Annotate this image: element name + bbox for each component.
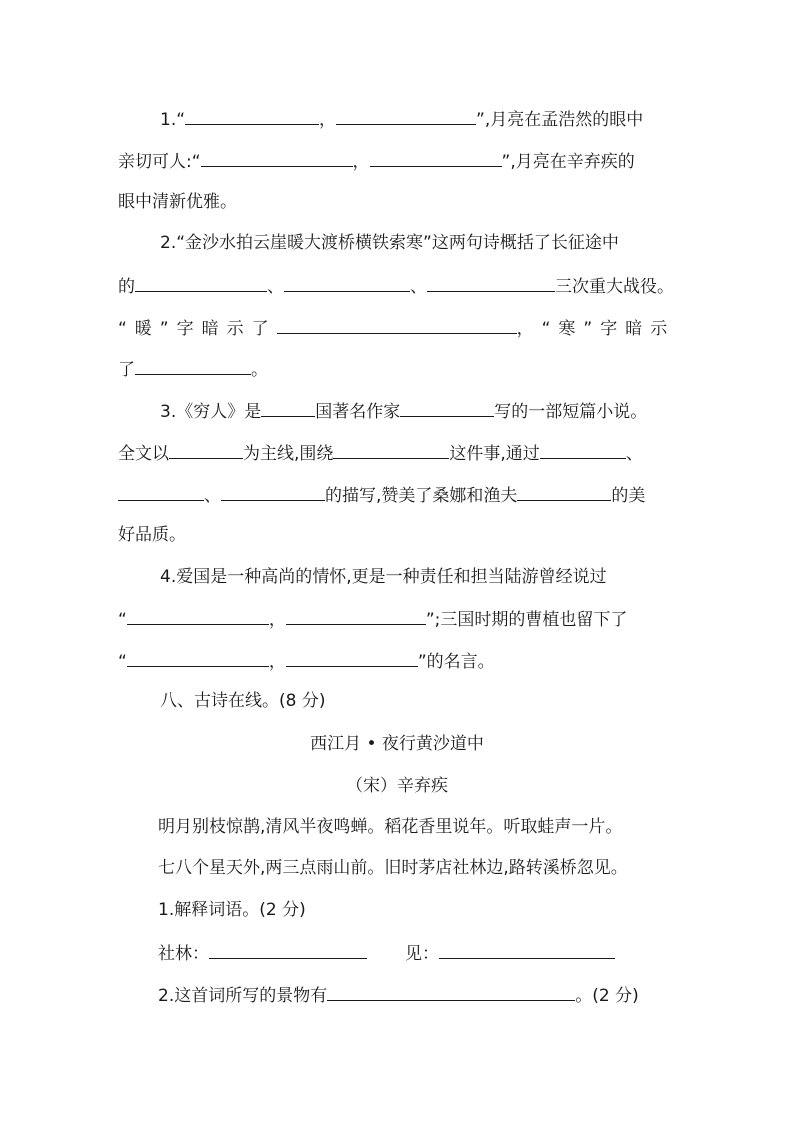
q1-number: 1. xyxy=(160,110,177,130)
q4-blank-4[interactable] xyxy=(286,648,418,667)
q2-line4 xyxy=(118,356,268,382)
section8-q2-suffix: 。(2 分) xyxy=(575,986,639,1006)
q2-line2-prefix: 的 xyxy=(118,277,135,297)
q3-blank-4[interactable] xyxy=(333,440,449,459)
section8-q2 xyxy=(158,982,639,1008)
section8-q2-prefix: 2.这首词所写的景物有 xyxy=(158,986,328,1006)
q3-blank-7[interactable] xyxy=(221,482,325,501)
separator: 、 xyxy=(267,277,284,297)
q3-line3 xyxy=(118,482,645,508)
comma: ， xyxy=(268,610,286,630)
q3-blank-6[interactable] xyxy=(118,482,204,501)
poem-line-1: 明月别枝惊鹊,清风半夜鸣蝉。稻花香里说年。听取蛙声一片。 xyxy=(158,817,623,837)
q3-line2-a: 全文以 xyxy=(118,444,169,464)
separator: 、 xyxy=(410,277,427,297)
q3-line4: 好品质。 xyxy=(118,525,186,545)
open-quote: “ xyxy=(118,652,127,672)
comma: ， xyxy=(352,152,370,172)
q3-line1-c: 写的一部短篇小说。 xyxy=(494,402,648,422)
term-shelin: 社林： xyxy=(158,944,209,964)
q4-line3 xyxy=(118,648,495,674)
q1-blank-2[interactable] xyxy=(336,106,476,125)
shelin-blank[interactable] xyxy=(209,940,367,959)
q3-blank-3[interactable] xyxy=(169,440,243,459)
q2-blank-2[interactable] xyxy=(284,273,410,292)
q1-line3: 眼中清新优雅。 xyxy=(118,192,237,212)
q2-line1: 2.“金沙水拍云崖暖大渡桥横铁索寒”这两句诗概括了长征途中 xyxy=(160,233,619,253)
q3-line1-b: 国著名作家 xyxy=(315,402,401,422)
q4-blank-1[interactable] xyxy=(127,606,269,625)
poem-author: （宋）辛弃疾 xyxy=(346,776,448,796)
q2-blank-4[interactable] xyxy=(277,315,517,334)
q3-blank-8[interactable] xyxy=(517,482,611,501)
q3-blank-1[interactable] xyxy=(261,398,315,417)
q1-line2 xyxy=(118,148,635,174)
q2-line3 xyxy=(118,315,675,341)
separator: 、 xyxy=(204,486,221,506)
separator: 、 xyxy=(625,444,643,464)
q2-blank-5[interactable] xyxy=(135,356,251,375)
poem-title: 西江月 • 夜行黄沙道中 xyxy=(310,734,484,754)
q2-line4-prefix: 了 xyxy=(118,360,135,380)
q2-blank-1[interactable] xyxy=(135,273,267,292)
q2-line2-suffix: 三次重大战役。 xyxy=(555,277,674,297)
q1-blank-4[interactable] xyxy=(370,148,502,167)
q3-line1 xyxy=(160,398,647,424)
jian-blank[interactable] xyxy=(439,940,615,959)
open-quote: “ xyxy=(176,110,186,130)
q3-line2-c: 这件事,通过 xyxy=(449,444,540,464)
q3-blank-2[interactable] xyxy=(400,398,494,417)
q2-line2 xyxy=(118,273,674,299)
q1-blank-1[interactable] xyxy=(185,106,319,125)
q2-line4-suffix: 。 xyxy=(251,360,268,380)
section8-q1-terms xyxy=(158,940,615,966)
q1-line2-suffix: ”,月亮在辛弃疾的 xyxy=(501,152,635,172)
open-quote: “ xyxy=(118,610,127,630)
q1-blank-3[interactable] xyxy=(201,148,353,167)
q4-line2 xyxy=(118,606,627,632)
section8-heading: 八、古诗在线。(8 分) xyxy=(160,691,326,711)
term-jian: 见： xyxy=(405,944,439,964)
q3-line2-b: 为主线,围绕 xyxy=(243,444,334,464)
q2-line3-prefix: “暖”字暗示了 xyxy=(118,319,277,339)
q4-blank-3[interactable] xyxy=(127,648,269,667)
comma: ， xyxy=(319,110,337,130)
q4-line3-close: ”的名言。 xyxy=(417,652,495,672)
q2-blank-3[interactable] xyxy=(427,273,555,292)
q1-line1-suffix: ”,月亮在孟浩然的眼中 xyxy=(476,110,644,130)
q4-line1: 4.爱国是一种高尚的情怀,更是一种责任和担当陆游曾经说过 xyxy=(160,567,607,587)
q4-blank-2[interactable] xyxy=(286,606,426,625)
q3-line2 xyxy=(118,440,643,466)
comma: ， xyxy=(268,652,286,672)
q1-line1 xyxy=(160,106,643,132)
scenery-blank[interactable] xyxy=(327,982,575,1001)
q3-line3-b: 的描写,赞美了桑娜和渔夫 xyxy=(325,486,518,506)
section8-q1-label: 1.解释词语。(2 分) xyxy=(158,900,306,920)
q3-blank-5[interactable] xyxy=(540,440,626,459)
q4-line2-close: ”;三国时期的曹植也留下了 xyxy=(425,610,628,630)
poem-line-2: 七八个星天外,两三点雨山前。旧时茅店社林边,路转溪桥忽见。 xyxy=(158,858,628,878)
q3-line3-c: 的美 xyxy=(611,486,646,506)
q3-line1-a: 3.《穷人》是 xyxy=(160,402,262,422)
q1-line2-prefix: 亲切可人:“ xyxy=(118,152,201,172)
q2-line3-suffix: ，“寒”字暗示 xyxy=(516,319,676,339)
